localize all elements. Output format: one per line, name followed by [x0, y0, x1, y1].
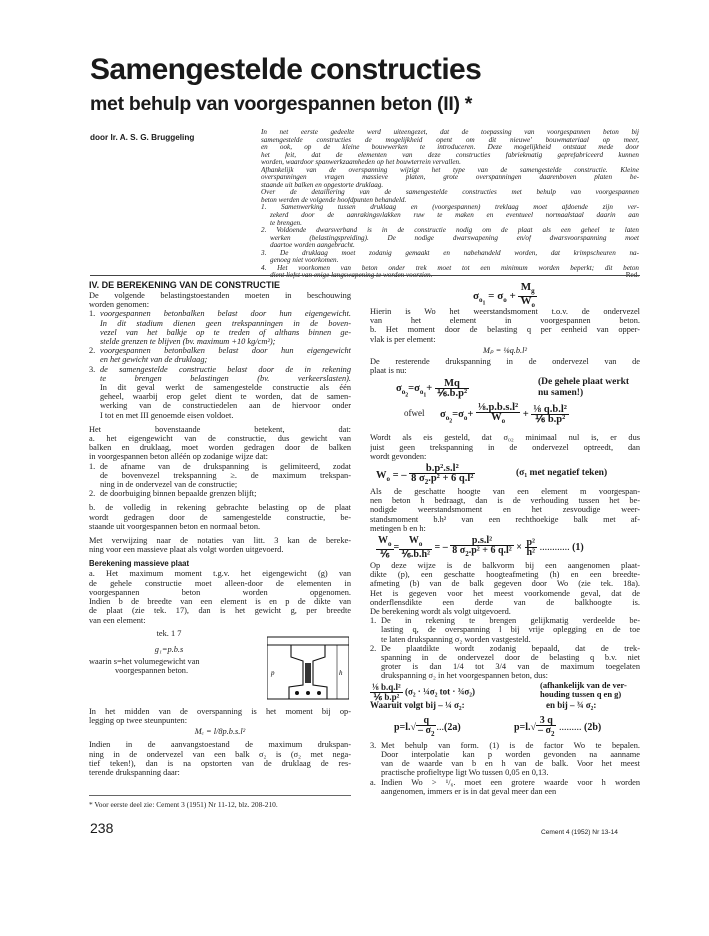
text-line: a. Het maximum moment t.g.v. het eigengewicht (g) van — [89, 569, 351, 579]
section-divider — [90, 275, 640, 276]
text-line: van een element: — [89, 615, 146, 625]
left-p8 — [89, 740, 351, 777]
intro-line: te brengen. — [270, 219, 302, 227]
text-line: practische profieltype ligt Wo tussen 0,05 en 0,13. — [381, 768, 549, 778]
right-p5 — [370, 561, 640, 616]
text-line: b. Het moment door de belasting q per eenheid van opper- — [370, 325, 640, 335]
text-line: De in rekening te brengen gelijkmatig verdeelde be- — [381, 616, 640, 626]
equation-moment-g: Mₑ = l/8p.b.s.l² — [194, 727, 246, 737]
text-line: Het is gegeven voor het meest voorkomende geval, dat de — [370, 588, 640, 598]
text-line: Indien Wo > ¹/₆. moet een grotere waarde voor h worden — [381, 777, 640, 787]
author-line: door Ir. A. S. G. Bruggeling — [90, 133, 195, 142]
equation-sigma-01: $\sigma_{o_1} = \sigma_o$ + $\frac{M_g}{W_o}$ — [473, 281, 535, 310]
list-item — [370, 741, 640, 778]
text-line: standsmoment b.h² van een rechthoekige balk met af- — [370, 514, 640, 524]
intro-line: 2. Voldoende dwarsverband is in de constructie nodig om de plaat als een geheel te laten — [261, 227, 639, 235]
intro-line: en ook, op de kleine bouwwerken te introduceren. Deze mogelijkheid ontstaat mede door — [261, 144, 639, 152]
text-line: metingen b en h: — [370, 523, 426, 533]
intro-line: werken (belastingspreiding). De nodige dwarswapening en/of dwarsvoorspanning moet — [270, 234, 639, 242]
section-heading: IV. DE BEREKENING VAN DE CONSTRUCTIE — [89, 280, 281, 290]
intro-line: 3. De druklaag moet zodanig gemaakt en nabehandeld worden, dat krimpscheuren na- — [261, 249, 639, 257]
equation-2: p=l.√ $\frac{q}{- \sigma_2}$ ...(2a) p=l.√ $\frac{3 q}{- \sigma_2}$ ......... (2b) — [394, 714, 602, 738]
equation-wo: $W_o$ = – $\frac{\text{b.p².s.l²}}{8 \sigma_2.p^2 + 6 q.l^2}$ (σ₁ met negatief teken) — [376, 463, 608, 487]
left-p5 — [89, 569, 351, 624]
equation-moment-q: Mₚ = ⅛q.b.l² — [483, 345, 527, 355]
left-column — [89, 279, 351, 777]
intro-line: staande uit balken en opgestorte druklaag. — [261, 181, 384, 189]
text-line: ning voor een massieve plaat als volgt worden uitgevoerd. — [89, 545, 284, 555]
figure-17-cross-section — [267, 635, 349, 705]
equation-note: (De gehele plaat werkt nu samen!) — [538, 377, 630, 399]
text-line: voorgespannen betonbalken belast door hun eigengewicht. — [100, 309, 351, 319]
text-line: geheel, waarbij erop gelet dient te worden, dat de samen- — [100, 392, 351, 402]
list-item — [89, 309, 351, 346]
equation-sigma-02: $\sigma_{o_2}=\sigma_{o_1}+$ $\frac{Mq}{\text{⅙.b.p²}}$ (De gehele plaat werkt nu samen!) ofwel $\sigma_{o_2}=\sigma_o+$ $\frac{\text{⅛.p.b.s.l²}}{W_o}$ + $\frac{\text{⅛ q.b.l²}}{\text{⅙ b.p²}}$ — [370, 375, 640, 433]
text-line: de gehele constructie moet alleen-door de elementen in — [89, 578, 351, 588]
left-list2 — [89, 462, 351, 499]
text-line: Het bovenstaande betekent, dat: — [89, 424, 351, 434]
text-line: Indien b de breedte van een element is en p de dikte van — [89, 597, 351, 607]
text-line: van de waarde van b en h van de balk. Voor het meest — [381, 759, 640, 769]
figure-17-block — [89, 625, 351, 707]
list-item — [89, 489, 351, 498]
text-line: Indien in de aanvangstoestand de maximum drukspan- — [89, 740, 351, 750]
text-line: De plaatdikte wordt zodanig bepaald, dat de trek- — [381, 643, 640, 653]
text-line: vezel van het balkje op te treden of althans binnen ge- — [100, 327, 351, 337]
list-item-number: 3. — [89, 364, 96, 374]
equation-waaruit: Waaruit volgt bij – ¼ σ₂: — [370, 699, 465, 710]
text-line: Wordt als eis gesteld, dat σ₀₂ minimaal nul is, er dus — [370, 433, 640, 443]
text-line: lasting q, de overspanning l bij vrije oplegging en de toe — [381, 625, 640, 635]
right-list — [370, 616, 640, 680]
left-p1 — [89, 291, 351, 309]
text-line: onderflensdikte een derde van de balkhoogte is. — [370, 597, 640, 607]
editorial-signature — [626, 272, 639, 280]
list-item-number: 1. — [89, 461, 96, 471]
intro-line: In net eerste gedeelte werd uiteengezet, dat de toepassing van voorgespannen beton bij — [261, 129, 639, 136]
equation-g1: g₁=p.b.s — [154, 644, 184, 654]
text-line: stelde grenzen te blijven (bv. maximum +10 kg/cm²); — [100, 337, 276, 347]
equation-plate-thickness: $\frac{\text{⅛ b.q.l²}}{\text{⅙ b.p²}}$ (σ₂ · ¼σ₂ tot · ¾σ₂) (afhankelijk van de ver- houding tussen q en g) Waaruit volgt bij – ¼ σ₂: en bij – ¾ σ₂: — [370, 681, 640, 711]
text-line: legging op twee steunpunten: — [89, 715, 188, 725]
equation-number: (2a) — [443, 721, 461, 733]
equation-g1-explanation — [89, 657, 200, 675]
text-line: De resterende drukspanning in de ondervezel van de — [370, 357, 640, 367]
editorial-intro — [261, 129, 639, 280]
equation-en-bij: en bij – ¾ σ₂: — [546, 699, 597, 710]
list-item — [89, 346, 351, 364]
figure-caption: tek. 1 7 — [156, 628, 182, 638]
text-line: dikte (p), een geschatte hoogteafmeting (h) en een breedte- — [370, 570, 640, 580]
right-list3 — [370, 741, 640, 796]
intro-line: 1. Samenwerking tussen druklaag en (voorgespannen) treklaag moet afdoende zijn ver- — [261, 204, 639, 212]
footnote: * Voor eerste deel zie: Cement 3 (1951) Nr 11-12, blz. 208-210. — [89, 795, 351, 809]
equation-number: (2b) — [583, 721, 602, 733]
list-item-number: 2. — [89, 346, 96, 356]
text-line: de samengestelde constructie belast door de in rekening — [100, 364, 351, 374]
list-item-number: 1. — [370, 616, 377, 626]
text-line: Met behulp van form. (1) is de factor Wo te bepalen. — [381, 740, 640, 750]
text-line: wordt gedragen door de samengestelde constructie, be- — [89, 512, 351, 522]
intro-line: 4. Het voorkomen van beton onder trek moet tot een minimum worden beperkt; dit beton — [261, 264, 639, 272]
list-item-number: 2. — [89, 489, 96, 499]
svg-text:h: h — [339, 668, 343, 677]
intro-line: het feit, dat de elementen van deze constructies fabriekmatig geprefabriceerd kunnen — [261, 151, 639, 159]
text-line: te brengen belastingen (bv. verkeerslasten). — [100, 373, 351, 383]
left-p3 — [89, 503, 351, 531]
equation-ofwel: ofwel — [404, 408, 425, 419]
text-line: afmeting (b) van de balk gegeven door Wo (zie tek. 18a). — [370, 579, 640, 589]
equation-number: (1) — [572, 541, 584, 553]
text-line: en het gewicht van de druklaag; — [100, 355, 208, 365]
left-p4 — [89, 536, 351, 554]
text-line: Door interpolatie kan p worden gevonden na aanname — [381, 749, 640, 759]
text-line: waarin s=het volumegewicht van — [89, 656, 200, 666]
text-line: ning in de ondervezel van de constructie; — [100, 480, 238, 490]
text-line: b. de volledig in rekening gebrachte belasting op de plaat — [89, 503, 351, 513]
text-line: nen beton h bedraagt, dan is de verhouding tussen het be- — [370, 496, 640, 506]
right-column — [370, 283, 640, 796]
intro-line: Over de detaillering van de samengestelde constructies met behulp van voorgespannen — [261, 189, 639, 197]
list-item — [370, 778, 640, 796]
right-p3 — [370, 433, 640, 461]
right-p4 — [370, 487, 640, 533]
list-item-number: 2. — [370, 643, 377, 653]
text-line: wordt gevonden: — [370, 451, 427, 461]
text-line: a. het eigengewicht van de constructie, dus gewicht van — [89, 434, 351, 444]
left-p7 — [89, 707, 351, 725]
equation-1: $\frac{W_o}{\text{⅙}}$ = $\frac{W_o}{\text{⅙.b.h²}}$ = – $\frac{\text{p.s.l²}}{8 \sigma_2.p^2 + 6 q.l^2}$ × $\frac{\text{p²}}{\text{h²}}$ ............ (1) — [378, 535, 584, 561]
text-line: juist geen trekspanning in de ondervezel optreedt, dan — [370, 442, 640, 452]
text-line: Met verwijzing naar de notaties van litt. 3 kan de bereke- — [89, 536, 351, 546]
left-p2 — [89, 425, 351, 462]
intro-line: worden, waardoor spanwerkzaamheden op het bouwterrein vervallen. — [261, 159, 461, 167]
list-item-number: 3. — [370, 740, 377, 750]
text-line: I tot en met III genoemde eisen voldoet. — [100, 410, 234, 420]
equation-note: (σ₁ met negatief teken) — [516, 468, 608, 479]
article-title: Samengestelde constructies — [90, 53, 482, 86]
text-line: tief teken!), dan is na opstorten van de druklaag de res- — [89, 758, 351, 768]
equation-range: (σ₂ · ¼σ₂ tot · ¾σ₂) — [404, 686, 475, 697]
list-item — [89, 365, 351, 420]
text-line: In het midden van de overspanning is het moment bij op- — [89, 706, 351, 716]
text-line: van het element in voorgespannen beton. — [370, 316, 640, 326]
right-p1 — [370, 307, 640, 344]
text-line: plaat is nu: — [370, 366, 407, 376]
intro-line: overspanningen vragen massieve platen, grote overspanningen daarenboven platen be- — [261, 174, 639, 182]
text-line: in voorgespannen beton alléén op zodanige wijze dat: — [89, 452, 268, 462]
intro-line: zekerd door de aanrakingsvlakken ruw te maken en eventueel normaalstaal daarin aan — [270, 212, 639, 220]
text-line: staande uit voorgespannen beton en normaal beton. — [89, 521, 261, 531]
text-line: aangenomen, immers er is in dat geval meer dan een — [381, 786, 557, 796]
text-line: balken en druklaag, moet worden gedragen door de balken — [89, 443, 351, 453]
list-item-number: a. — [370, 777, 376, 787]
text-line: De berekening wordt als volgt uitgevoerd. — [370, 607, 511, 617]
text-line: terende drukspanning daar: — [89, 767, 180, 777]
list-item — [370, 616, 640, 644]
text-line: ning in de ondervezel van een balk σ₂ is (σ₂ met nega- — [89, 749, 351, 759]
text-line: drukspanning σ₂ in het voorgespannen beton, dus: — [381, 671, 548, 681]
text-line: nodigde weerstandsmoment en het zesvoudige weer- — [370, 505, 640, 515]
text-line: Hierin is Wo het weerstandsmoment t.o.v. de ondervezel — [370, 307, 640, 316]
text-line: groter is dan 1/4 tot 3/4 van de maximum toegelaten — [381, 662, 640, 672]
text-line: voorgespannen betonbalken belast door hun eigengewicht — [100, 346, 351, 356]
intro-line: beton werden de volgende hoofdpunten behandeld. — [261, 196, 407, 204]
text-line: voorgespannen beton. — [115, 665, 189, 675]
journal-reference: Cement 4 (1952) Nr 13-14 — [541, 829, 618, 836]
text-line: de doorbuiging binnen bepaalde grenzen blijft; — [100, 489, 257, 499]
text-line: de afname van de drukspanning is gelimiteerd, zodat — [100, 461, 351, 471]
list-item — [370, 644, 640, 681]
article-subtitle: met behulp van voorgespannen beton (II) * — [90, 93, 473, 115]
subheading-massieve-plaat: Berekening massieve plaat — [89, 559, 190, 569]
right-p2 — [370, 357, 640, 375]
text-line: In dit geval werkt de samengestelde constructie als één — [100, 383, 351, 393]
text-line: voorgespannen beton worden opgenomen. — [89, 587, 351, 597]
intro-line: samengestelde constructies de mogelijkheid opent om dit nieuwe' bouwmateriaal op meer, — [261, 136, 639, 144]
text-line: De volgende belastingstoestanden moeten in beschouwing — [89, 291, 351, 300]
svg-text:p: p — [271, 668, 275, 677]
text-line: de plaat (zie tek. 17), dan is het gewicht g, per breedte — [89, 606, 351, 616]
list-item — [89, 462, 351, 490]
text-line: te laten drukspanning σ₂ worden vastgesteld. — [381, 634, 531, 644]
intro-line: Afhankelijk van de overspanning wijzigt het type van de samengestelde constructie. Kleine — [261, 166, 639, 174]
equation-note: (afhankelijk van de ver- houding tussen q en g) — [540, 679, 627, 700]
text-line: werking van de constructiedelen aan de hiervoor onder — [100, 401, 351, 411]
text-line: Op deze wijze is de balkvorm bij een aangenomen plaat- — [370, 561, 640, 571]
text-line: vlak is per element: — [370, 334, 436, 344]
intro-line: daartoe worden aangebracht. — [270, 242, 355, 250]
page-number: 238 — [90, 820, 114, 836]
list-item-number: 1. — [89, 309, 96, 319]
text-line: de bovenvezel trekspanning ≥. de maximum trekspan- — [100, 470, 351, 480]
intro-line: genoeg niet voorkomen. — [270, 257, 339, 265]
text-line: spanning in de ondervezel door de belasting q b.v. niet — [381, 653, 640, 663]
text-line: Als de geschatte hoogte van een element m voorgespan- — [370, 487, 640, 497]
text-line: In dit stadium dienen geen trekspanningen in de boven- — [100, 318, 351, 328]
text-line: worden genomen: — [89, 300, 150, 310]
left-list1 — [89, 309, 351, 419]
